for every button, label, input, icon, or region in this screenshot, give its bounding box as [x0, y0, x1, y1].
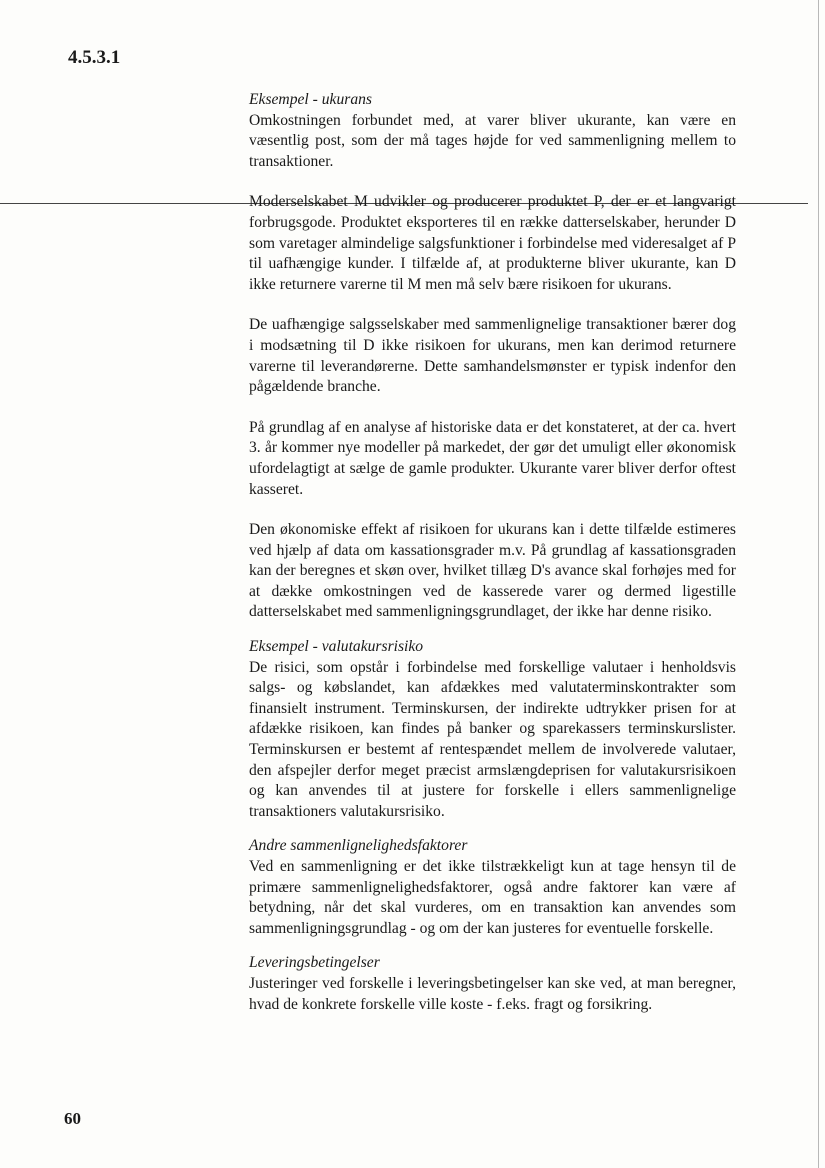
- section-number: 4.5.3.1: [68, 47, 121, 68]
- body-text: [249, 90, 736, 1015]
- heading-andre-sammenlignelighedsfaktorer: Andre sammenlignelighedsfaktorer: [249, 837, 468, 855]
- heading-leveringsbetingelser: Leveringsbetingelser: [249, 954, 380, 972]
- scan-margin-line: [818, 0, 819, 1168]
- paragraph-oekonomiske-effekt: Den økonomiske effekt af risikoen for ukurans kan i dette tilfælde estimeres ved hjælp af data om kassationsgrader m.v. På grundlag af kassationsgraden kan der beregnes et skøn over, hvilket tillæg D's avance skal forhøjes med for at dække omkostningen ved de kasserede varer og dermed ligestille datterselskabet med sammenligningsgrundlaget, der ikke har denne risiko.: [249, 521, 736, 621]
- paragraph-historiske-data: På grundlag af en analyse af historiske data er det konstateret, at der ca. hvert 3. år kommer nye modeller på markedet, der gør det umuligt eller økonomisk ufordelagtigt at sælge de gamle produkter. Ukurante varer bliver derfor oftest kasseret.: [249, 418, 736, 498]
- paragraph-andre-faktorer: Ved en sammenligning er det ikke tilstrækkeligt kun at tage hensyn til de primære sammenlignelighedsfaktorer, også andre faktorer kan være af betydning, når det skal vurderes, om en transaktion kan anvendes som sammenligningsgrundlag - og om der kan justeres for eventuelle forskelle.: [249, 858, 736, 937]
- paragraph-uafhaengige: De uafhængige salgsselskaber med sammenlignelige transaktioner bærer dog i modsætning til D ikke risikoen for ukurans, men kan derimod returnere varerne til leverandørerne. Dette samhandelsmønster er typisk indenfor den pågældende branche.: [249, 316, 736, 396]
- paragraph-ukurans-intro: Omkostningen forbundet med, at varer bliver ukurante, kan være en væsentlig post, som der må tages højde for ved sammenligning mellem to transaktioner.: [249, 111, 736, 170]
- page-number: 60: [64, 1109, 81, 1128]
- paragraph-leveringsbetingelser: Justeringer ved forskelle i leveringsbetingelser kan ske ved, at man beregner, hvad de konkrete forskelle ville koste - f.eks. fragt og forsikring.: [249, 974, 736, 1013]
- paragraph-valutakursrisiko: De risici, som opstår i forbindelse med forskellige valutaer i henholdsvis salgs- og købslandet, kan afdækkes med valutaterminskontrakter som finansielt instrument. Terminskursen, der indirekte udtrykker prisen for at afdække risikoen, kan findes på banker og sparekassers terminskurslister. Terminskursen er bestemt af rentespændet mellem de involverede valutaer, den afspejler derfor meget præcist armslængdeprisen for valutakursrisikoen og kan anvendes til at justere for forskelle i ellers sammenlignelige transaktioners valutakursrisiko.: [249, 658, 736, 820]
- heading-eksempel-valutakursrisiko: Eksempel - valutakursrisiko: [249, 638, 424, 656]
- heading-eksempel-ukurans: Eksempel - ukurans: [249, 91, 372, 108]
- paragraph-moderselskabet: Moderselskabet M udvikler og producerer produktet P, der er et langvarigt forbrugsgode. Produktet eksporteres til en række datterselskaber, herunder D som varetager almindelige salgsfunktioner i forbindelse med videresalget af P til uafhængige kunder. I tilfælde af, at produkterne bliver ukurante, kan D ikke returnere varerne til M men må selv bære risikoen for ukurans.: [249, 193, 736, 293]
